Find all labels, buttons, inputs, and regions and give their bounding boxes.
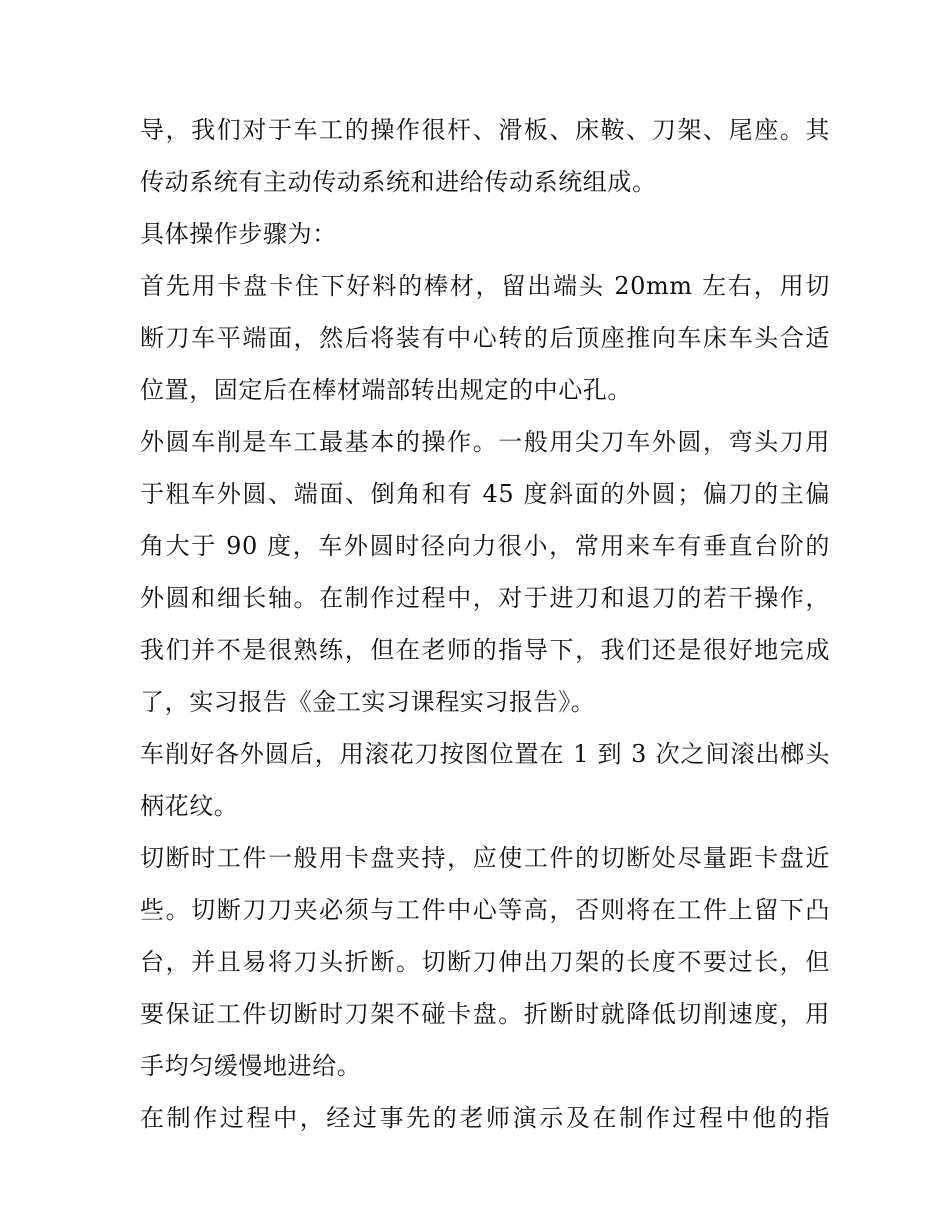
text-line: 台，并且易将刀头折断。切断刀伸出刀架的长度不要过长，但 xyxy=(140,948,830,976)
text-line: 角大于 90 度，车外圆时径向力很小，常用来车有垂直台阶的 xyxy=(140,532,830,560)
text-line: 切断时工件一般用卡盘夹持，应使工件的切断处尽量距卡盘近 xyxy=(140,844,830,872)
text-line: 首先用卡盘卡住下好料的棒材，留出端头 20mm 左右，用切 xyxy=(140,272,830,300)
text-line: 具体操作步骤为： xyxy=(140,220,337,248)
text-line: 位置，固定后在棒材端部转出规定的中心孔。 xyxy=(140,376,632,404)
text-line: 在制作过程中，经过事先的老师演示及在制作过程中他的指 xyxy=(140,1104,830,1132)
text-line: 车削好各外圆后，用滚花刀按图位置在 1 到 3 次之间滚出榔头 xyxy=(140,740,830,768)
text-line: 了，实习报告《金工实习课程实习报告》。 xyxy=(140,688,596,716)
text-line: 外圆车削是车工最基本的操作。一般用尖刀车外圆，弯头刀用 xyxy=(140,428,830,456)
document-page xyxy=(140,104,830,1144)
text-line: 些。切断刀刀夹必须与工件中心等高，否则将在工件上留下凸 xyxy=(140,896,830,924)
text-line: 导，我们对于车工的操作很杆、滑板、床鞍、刀架、尾座。其 xyxy=(140,116,830,144)
text-line: 断刀车平端面，然后将装有中心转的后顶座推向车床车头合适 xyxy=(140,324,830,352)
text-line: 于粗车外圆、端面、倒角和有 45 度斜面的外圆；偏刀的主偏 xyxy=(140,480,830,508)
text-line: 外圆和细长轴。在制作过程中，对于进刀和退刀的若干操作， xyxy=(140,584,830,612)
text-line: 传动系统有主动传动系统和进给传动系统组成。 xyxy=(140,168,657,196)
text-line: 我们并不是很熟练，但在老师的指导下，我们还是很好地完成 xyxy=(140,636,830,664)
text-line: 手均匀缓慢地进给。 xyxy=(140,1052,362,1080)
text-line: 柄花纹。 xyxy=(140,792,239,820)
text-line: 要保证工件切断时刀架不碰卡盘。折断时就降低切削速度，用 xyxy=(140,1000,830,1028)
